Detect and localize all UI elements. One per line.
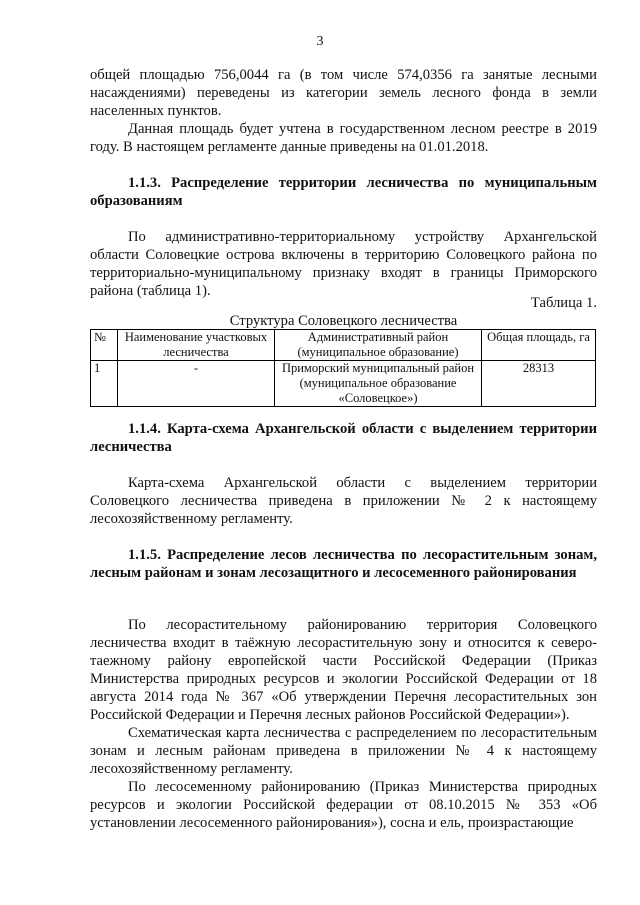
table-cell: - [118,361,275,407]
table-header-cell: Административный район (муниципальное образование) [275,330,482,361]
paragraph-1: общей площадью 756,0044 га (в том числе 574,0356 га занятые лесными насаждениями) переведены из категории земель лесного фонда в земли населенных пунктов. [90,67,597,119]
table-header-cell: № [91,330,118,361]
table-title: Структура Соловецкого лесничества [229,313,458,329]
paragraphs-block [90,616,597,832]
paragraph-2: Данная площадь будет учтена в государственном лесном реестре в 2019 году. В настоящем регламенте данные приведены на 01.01.2018. [90,121,597,155]
table-label: Таблица 1. [530,295,597,311]
table-cell: Приморский муниципальный район (муниципальное образование «Соловецкое») [275,361,482,407]
page-number: 3 [316,34,324,49]
paragraph-7: По лесосеменному районированию (Приказ Министерства природных ресурсов и экологии Российской федерации от 08.10.2015 № 353 «Об установлении лесосеменного районирования»), сосна и ель, произрастающие [90,779,597,831]
table-header-cell: Наименование участковых лесничества [118,330,275,361]
section-heading-1-1-4: 1.1.4. Карта-схема Архангельской области с выделением территории лесничества [90,421,597,455]
structure-table [90,329,596,407]
paragraph-3: По административно-территориальному устройству Архангельской области Соловецкие острова включены в территорию Соловецкого района по территориально-муниципальному признаку входят в границы Приморского района (таблица 1). [90,229,597,299]
table-cell: 1 [91,361,118,407]
section-heading-1-1-5: 1.1.5. Распределение лесов лесничества по лесорастительным зонам, лесным районам и зонам лесозащитного и лесосеменного районирования [90,547,597,581]
section-heading-1-1-3: 1.1.3. Распределение территории лесничества по муниципальным образованиям [90,175,597,209]
paragraph-continuation [90,66,597,156]
paragraph-4: Карта-схема Архангельской области с выделением территории Соловецкого лесничества приведена в приложении № 2 к настоящему лесохозяйственному регламенту. [90,475,597,527]
table-header-row [91,330,596,361]
paragraph-5: По лесорастительному районированию территория Соловецкого лесничества входит в таёжную лесорастительную зону и относится к северо-таежному району европейской части Российской Федерации (Приказ Министерства природных ресурсов и экологии Российской Федерации от 18 августа 2014 года № 367 «Об утверждении Перечня лесорастительных зон Российской Федерации и Перечня лесных районов Российской Федерации»). [90,617,597,723]
paragraph-6: Схематическая карта лесничества с распределением по лесорастительным зонам и лесным районам приведена в приложении № 4 к настоящему лесохозяйственному регламенту. [90,725,597,777]
table-row [91,361,596,407]
table-header-cell: Общая площадь, га [482,330,596,361]
table-cell: 28313 [482,361,596,407]
